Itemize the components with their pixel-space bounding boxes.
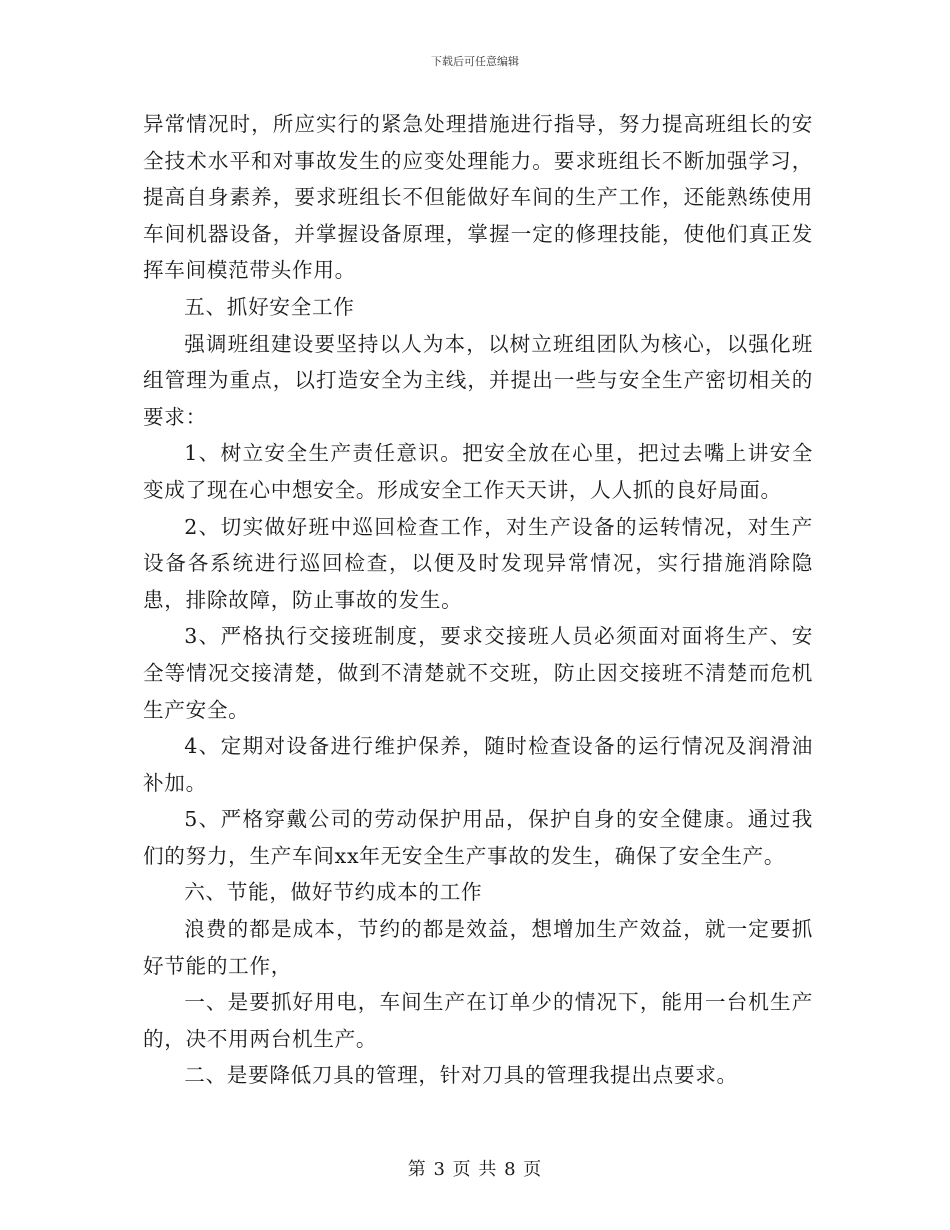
- list-item-5: 5、严格穿戴公司的劳动保护用品，保护自身的安全健康。通过我们的努力，生产车间xx年无安全生产事故的发生，确保了安全生产。: [143, 807, 813, 868]
- section-heading-6: 六、节能，做好节约成本的工作: [184, 880, 483, 905]
- document-body: [143, 106, 813, 1094]
- list-item-4: 4、定期对设备进行维护保养，随时检查设备的运行情况及润滑油补加。: [143, 734, 813, 795]
- point-one: 一、是要抓好用电，车间生产在订单少的情况下，能用一台机生产的，决不用两台机生产。: [143, 990, 813, 1051]
- paragraph-continued: 异常情况时，所应实行的紧急处理措施进行指导，努力提高班组长的安全技术水平和对事故发生的应变处理能力。要求班组长不断加强学习，提高自身素养，要求班组长不但能做好车间的生产工作，还能熟练使用车间机器设备，并掌握设备原理，掌握一定的修理技能，使他们真正发挥车间模范带头作用。: [143, 112, 813, 283]
- point-two: 二、是要降低刀具的管理，针对刀具的管理我提出点要求。: [184, 1063, 738, 1088]
- list-item-2: 2、切实做好班中巡回检查工作，对生产设备的运转情况，对生产设备各系统进行巡回检查，以便及时发现异常情况，实行措施消除隐患，排除故障，防止事故的发生。: [143, 514, 813, 612]
- list-item-3: 3、严格执行交接班制度，要求交接班人员必须面对面将生产、安全等情况交接清楚，做到不清楚就不交班，防止因交接班不清楚而危机生产安全。: [143, 624, 813, 722]
- section-heading-5: 五、抓好安全工作: [184, 294, 355, 319]
- page-header: 下载后可任意编辑: [431, 55, 519, 68]
- paragraph-intro: 强调班组建设要坚持以人为本，以树立班组团队为核心，以强化班组管理为重点，以打造安全为主线，并提出一些与安全生产密切相关的要求：: [143, 331, 813, 429]
- paragraph-energy: 浪费的都是成本，节约的都是效益，想增加生产效益，就一定要抓好节能的工作，: [143, 917, 813, 978]
- page-number: 第 3 页 共 8 页: [407, 1159, 543, 1180]
- list-item-1: 1、树立安全生产责任意识。把安全放在心里，把过去嘴上讲安全变成了现在心中想安全。形成安全工作天天讲，人人抓的良好局面。: [143, 441, 813, 502]
